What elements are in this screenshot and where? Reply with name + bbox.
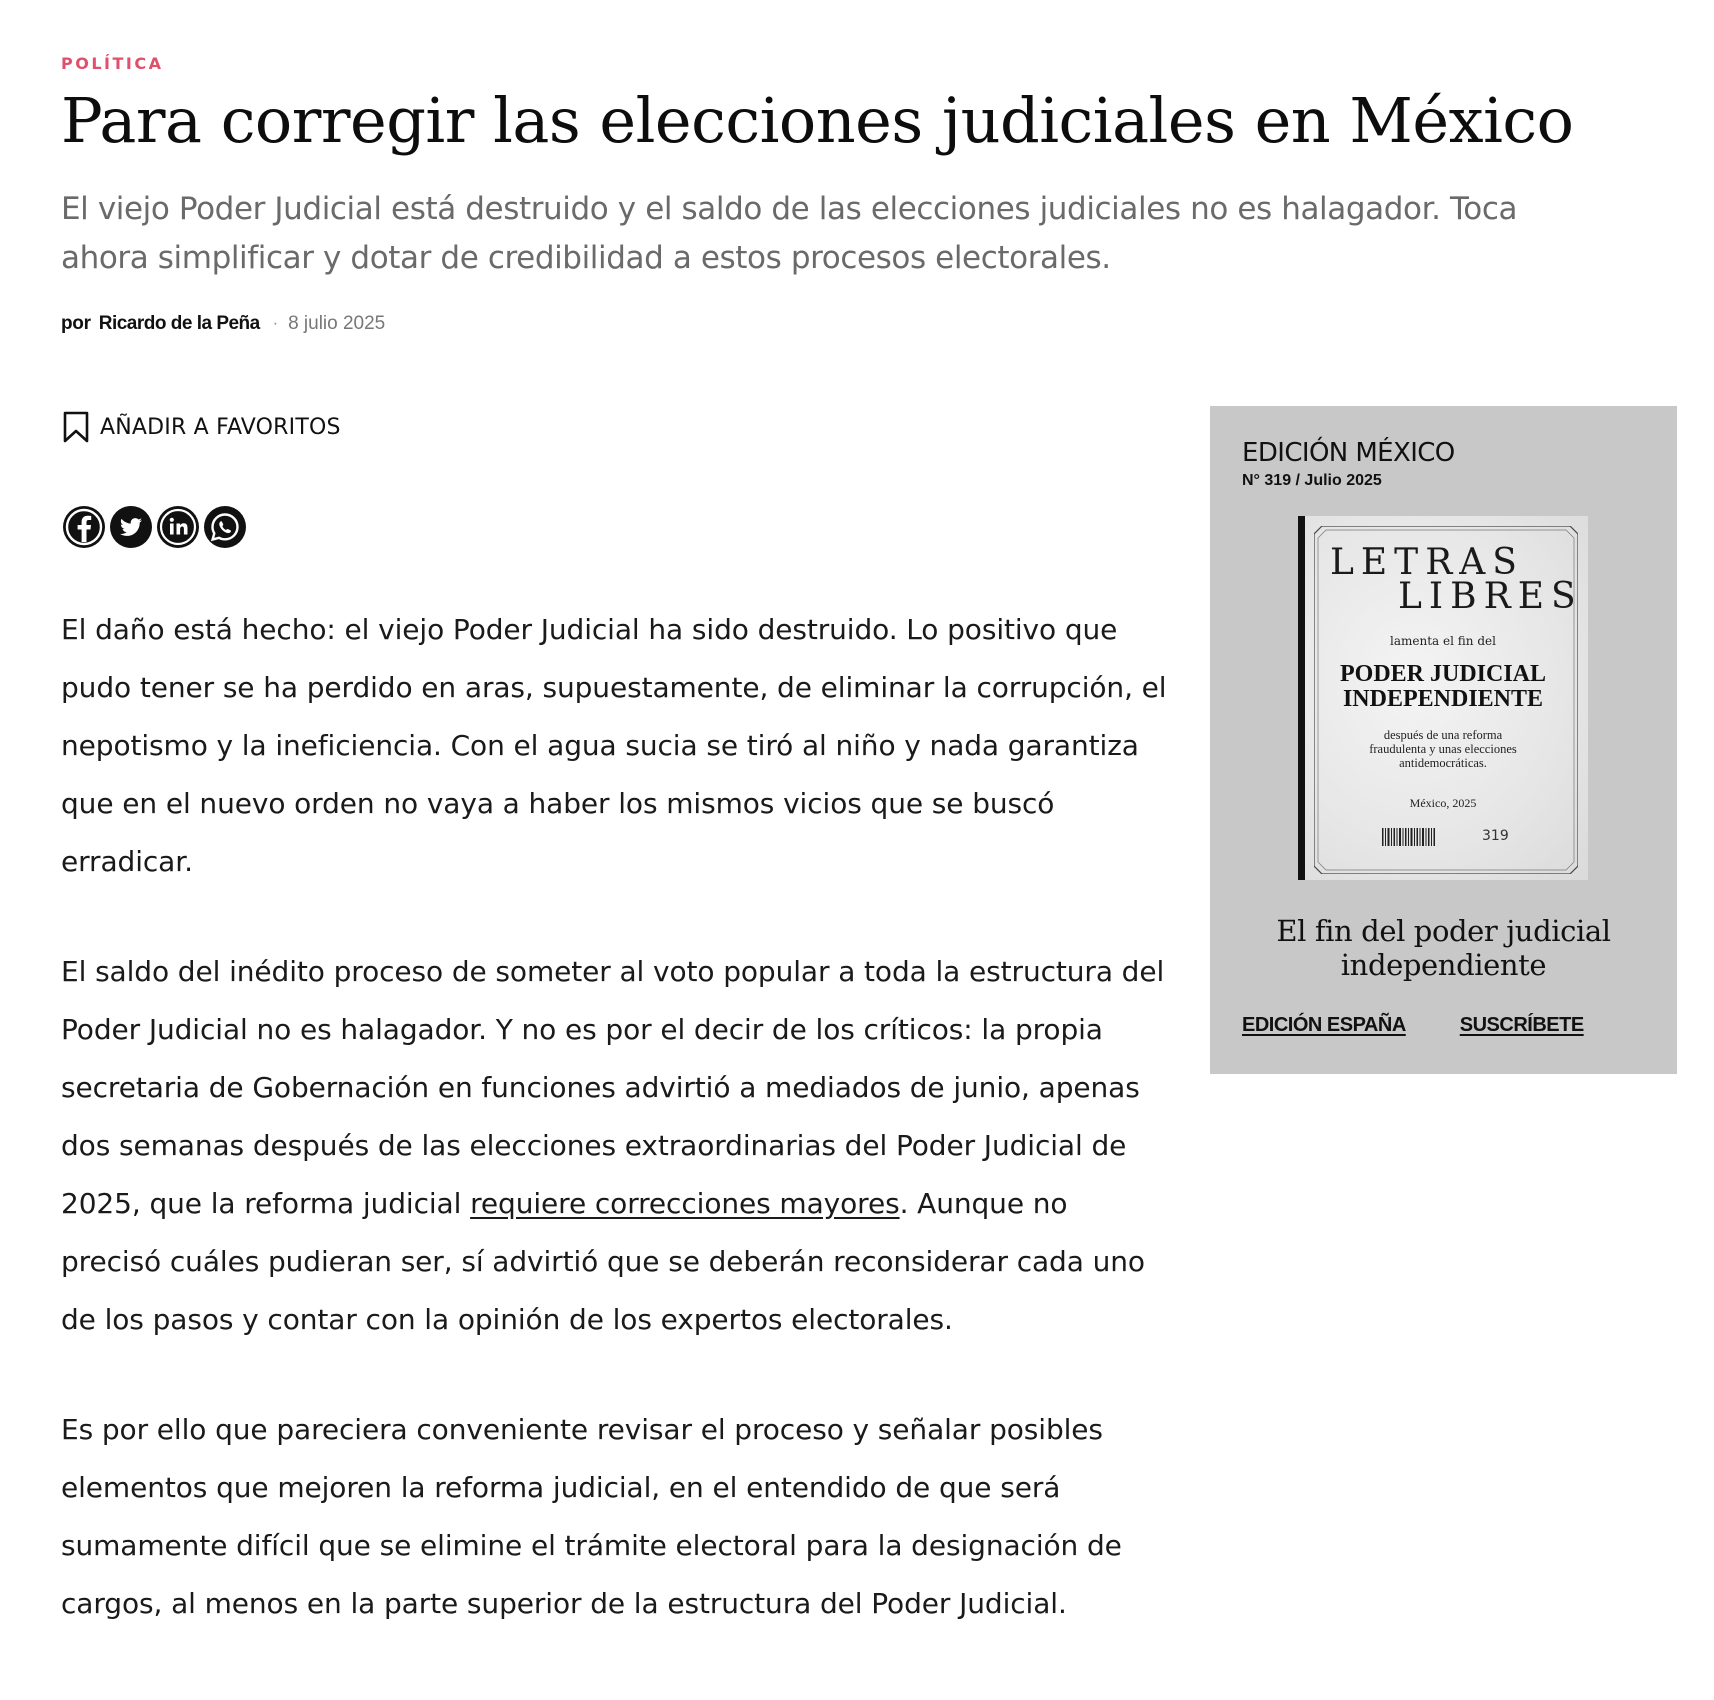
social-share-bar — [63, 506, 246, 548]
article-paragraph-3: Es por ello que pareciera conveniente revisar el proceso y señalar posibles elementos que mejoren la reforma judicial, en el entendido de que será sumamente difícil que se elimine el trámite electoral para la designación de cargos, al menos en la parte superior de la estructura del Poder Judicial. — [61, 1413, 1122, 1620]
twitter-icon[interactable] — [110, 506, 152, 548]
article-paragraph-2-start: El saldo del inédito proceso de someter al voto popular a toda la estructura del Poder Judicial no es halagador. Y no es por el decir de los críticos: la propia secretaria de Gobernación en funciones advirtió a mediados de junio, apenas dos semanas después de las elecciones extraordinarias del Poder Judicial de 2025, que la reforma judicial — [61, 955, 1165, 1220]
add-to-favorites-label: AÑADIR A FAVORITOS — [100, 414, 341, 440]
cover-logo-line-2: LIBRES — [1398, 576, 1583, 617]
linkedin-icon[interactable] — [157, 506, 199, 548]
facebook-icon[interactable] — [63, 506, 105, 548]
cover-subhead-line-3: antidemocráticas. — [1399, 756, 1487, 770]
author-link[interactable]: Ricardo de la Peña — [98, 313, 260, 334]
magazine-promo — [1210, 406, 1677, 1074]
byline — [61, 313, 385, 335]
feature-title[interactable] — [1210, 914, 1677, 982]
cover-headline-line-1: PODER JUDICIAL — [1339, 661, 1546, 687]
article-body — [61, 601, 1171, 1685]
cover-subhead-line-2: fraudulenta y unas elecciones — [1369, 742, 1517, 756]
feature-title-line-1: El fin del poder judicial — [1276, 914, 1611, 948]
barcode-icon — [1382, 828, 1436, 848]
article-page — [61, 0, 1673, 1700]
cover-subhead — [1298, 728, 1588, 770]
byline-separator: · — [272, 315, 279, 332]
edition-label: EDICIÓN MÉXICO — [1242, 438, 1455, 468]
corrections-link[interactable]: requiere correcciones mayores — [470, 1187, 900, 1220]
whatsapp-icon[interactable] — [204, 506, 246, 548]
byline-prefix: por — [61, 313, 91, 334]
cover-logo-line-1: LETRAS — [1330, 542, 1524, 583]
bookmark-icon — [61, 410, 91, 444]
subscribe-link[interactable]: SUSCRÍBETE — [1459, 1014, 1584, 1036]
cover-subhead-line-1: después de una reforma — [1383, 728, 1503, 742]
cover-issue-number: 319 — [1482, 828, 1509, 844]
magazine-cover[interactable] — [1298, 516, 1588, 880]
cover-headline — [1298, 662, 1588, 712]
section-kicker[interactable]: POLÍTICA — [61, 54, 164, 73]
add-to-favorites-button[interactable] — [61, 410, 341, 444]
issue-label: N° 319 / Julio 2025 — [1242, 472, 1382, 489]
cover-kicker: lamenta el fin del — [1390, 634, 1496, 648]
cover-place-date: México, 2025 — [1409, 796, 1477, 810]
edition-spain-link[interactable]: EDICIÓN ESPAÑA — [1242, 1014, 1406, 1036]
publish-date: 8 julio 2025 — [288, 313, 386, 334]
article-paragraph-1: El daño está hecho: el viejo Poder Judicial ha sido destruido. Lo positivo que pudo tener se ha perdido en aras, supuestamente, de eliminar la corrupción, el nepotismo y la ineficiencia. Con el agua sucia se tiró al niño y nada garantiza que en el nuevo orden no vaya a haber los mismos vicios que se buscó erradicar. — [61, 613, 1167, 878]
article-paragraph-2-end: . Aunque no precisó cuáles pudieran ser, sí advirtió que se deberán reconsiderar cada uno de los pasos y contar con la opinión de los expertos electorales. — [61, 1187, 1145, 1336]
page-title: Para corregir las elecciones judiciales en México — [61, 84, 1574, 157]
article-dek: El viejo Poder Judicial está destruido y el saldo de las elecciones judiciales no es halagador. Toca ahora simplificar y dotar de credibilidad a estos procesos electorales. — [61, 191, 1518, 276]
cover-headline-line-2: INDEPENDIENTE — [1342, 686, 1544, 712]
feature-title-line-2: independiente — [1340, 948, 1547, 982]
promo-links — [1242, 1014, 1584, 1037]
article-paragraph-2 — [61, 943, 1171, 1349]
